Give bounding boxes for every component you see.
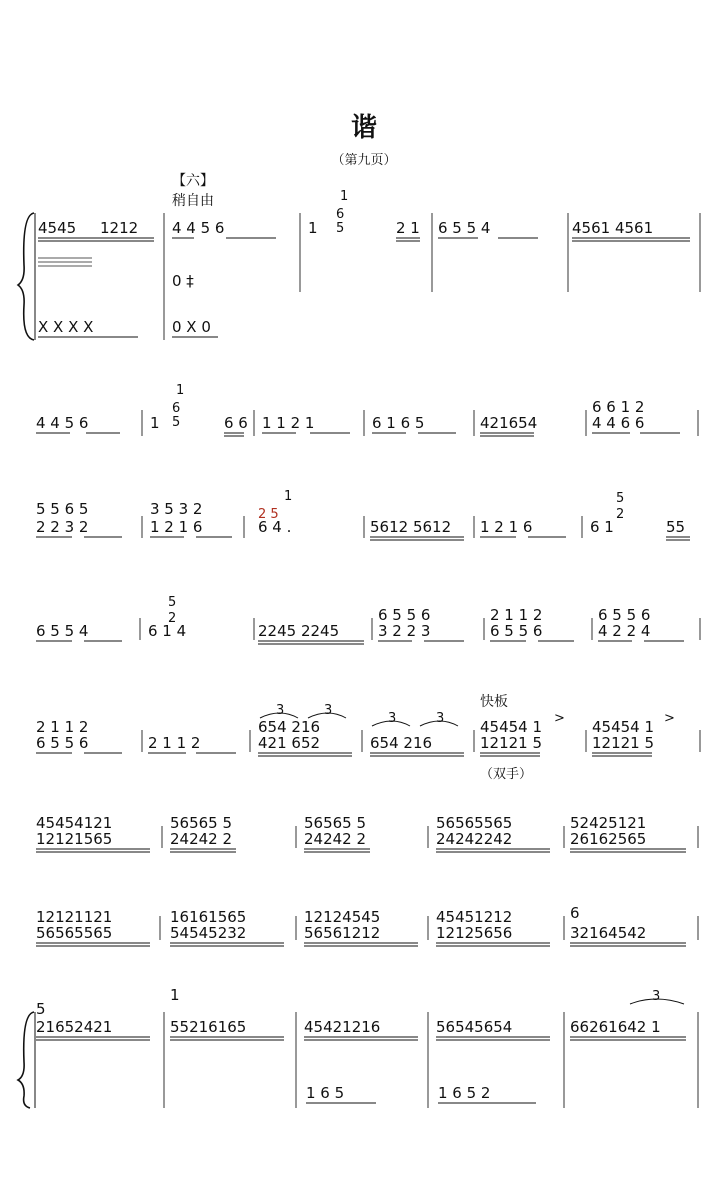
measure-notes: 12125656: [436, 924, 513, 942]
measure-notes: 1 2 1 6: [480, 518, 533, 536]
triplet-mark: 3: [388, 711, 397, 726]
chord-note: 1: [284, 489, 293, 504]
measure-notes: 52425121: [570, 814, 647, 832]
triplet-mark: 3: [652, 989, 661, 1004]
chord-note: 2: [168, 611, 177, 626]
measure-notes: 6 5 5 4: [36, 622, 89, 640]
measure-notes: 1212: [100, 219, 139, 237]
accent-mark: >: [554, 711, 565, 726]
tempo-fast-label: 快板: [480, 694, 508, 710]
measure-notes: 1: [150, 414, 160, 432]
measure-notes: 24242 2: [170, 830, 233, 848]
measure-notes: 5 5 6 5: [36, 500, 89, 518]
chord-note: 5: [172, 415, 181, 430]
measure-notes: 3 5 3 2: [150, 500, 203, 518]
measure-notes: 4 4 6 6: [592, 414, 645, 432]
measure-notes: 16161565: [170, 908, 247, 926]
measure-notes: 654 216: [370, 734, 433, 752]
measure-notes: 56561212: [304, 924, 381, 942]
system-2: [36, 383, 698, 436]
measure-notes: 56565 5: [304, 814, 367, 832]
measure-notes: 1 2 1 6: [150, 518, 203, 536]
measure-notes: 66261642 1: [570, 1018, 661, 1036]
system-7: [36, 904, 698, 946]
measure-notes: 21652421: [36, 1018, 113, 1036]
measure-notes: 3 2 2 3: [378, 622, 431, 640]
measure-notes: 6: [570, 904, 580, 922]
measure-notes: 45421216: [304, 1018, 381, 1036]
measure-notes: 56545654: [436, 1018, 513, 1036]
measure-notes: 4561 4561: [572, 219, 654, 237]
measure-notes: 56565 5: [170, 814, 233, 832]
measure-notes: 24242 2: [304, 830, 367, 848]
measure-notes: 6 5 5 6: [378, 606, 431, 624]
accent-mark: >: [664, 711, 675, 726]
chord-note: 5: [616, 491, 625, 506]
measure-notes: 4 4 5 6: [36, 414, 89, 432]
measure-notes: 6 6 1 2: [592, 398, 645, 416]
system-6: [36, 814, 698, 852]
page-subtitle: （第九页）: [331, 153, 397, 168]
measure-notes: 654 216: [258, 718, 321, 736]
measure-notes: 1 1 2 1: [262, 414, 315, 432]
system-5: [36, 693, 700, 782]
system-8: [18, 986, 698, 1108]
measure-notes: 2 2 3 2: [36, 518, 89, 536]
measure-notes: 2 1 1 2: [148, 734, 201, 752]
measure-notes: 24242242: [436, 830, 513, 848]
measure-notes: 6 1 4: [148, 622, 187, 640]
measure-notes: 421654: [480, 414, 538, 432]
measure-notes: 4545: [38, 219, 77, 237]
chord-note: 1: [340, 189, 349, 204]
measure-notes: 2 1 1 2: [490, 606, 543, 624]
measure-notes: 421 652: [258, 734, 321, 752]
measure-notes: 12124545: [304, 908, 381, 926]
measure-notes: 2245 2245: [258, 622, 340, 640]
lower-measure: X X X X: [38, 318, 94, 336]
lower-measure: 0 X 0: [172, 318, 211, 336]
measure-notes: 6 5 5 6: [598, 606, 651, 624]
system-3: [36, 489, 690, 540]
measure-notes: 6 6: [224, 414, 248, 432]
measure-notes: 55216165: [170, 1018, 247, 1036]
measure-notes: 6 5 5 4: [438, 219, 491, 237]
measure-notes: 6 5 5 6: [36, 734, 89, 752]
measure-notes: 45454 1: [592, 718, 655, 736]
measure-notes: 5612 5612: [370, 518, 452, 536]
page-title: 谐: [350, 113, 378, 143]
measure-notes: 2 5: [258, 507, 279, 522]
system-4: [36, 595, 700, 644]
section-mark: 【六】: [172, 173, 214, 189]
tempo-free-label: 稍自由: [172, 193, 214, 209]
measure-notes: 5: [36, 1000, 46, 1018]
system-1: [18, 189, 700, 340]
chord-note: 1: [176, 383, 185, 398]
measure-notes: 56565565: [36, 924, 113, 942]
measure-notes: 2 1: [396, 219, 420, 237]
triplet-mark: 3: [276, 703, 285, 718]
measure-notes: 12121 5: [592, 734, 655, 752]
measure-notes: 55: [666, 518, 686, 536]
measure-notes: 45454 1: [480, 718, 543, 736]
chord-note: 5: [168, 595, 177, 610]
measure-notes: 2 1 1 2: [36, 718, 89, 736]
measure-notes: 26162565: [570, 830, 647, 848]
lower-measure: 1 6 5 2: [438, 1084, 491, 1102]
system-brace: [18, 213, 34, 340]
measure-notes: 4 2 2 4: [598, 622, 651, 640]
measure-notes: 32164542: [570, 924, 647, 942]
chord-note: 2: [616, 507, 625, 522]
measure-notes: 45451212: [436, 908, 513, 926]
chord-note: 6: [336, 207, 345, 222]
measure-notes: 6 4 .: [258, 518, 292, 536]
system-brace: [18, 1012, 34, 1108]
chord-note: 6: [172, 401, 181, 416]
measure-notes: 6 1: [590, 518, 614, 536]
measure-notes: 56565565: [436, 814, 513, 832]
triplet-mark: 3: [324, 703, 333, 718]
double-hand-label: （双手）: [480, 767, 533, 782]
measure-notes: 12121565: [36, 830, 113, 848]
triplet-mark: 3: [436, 711, 445, 726]
measure-notes: 6 5 5 6: [490, 622, 543, 640]
measure-notes: 6 1 6 5: [372, 414, 425, 432]
measure-notes: 4 4 5 6: [172, 219, 225, 237]
measure-extra: 0 ‡: [172, 272, 194, 290]
measure-notes: 45454121: [36, 814, 113, 832]
lower-measure: 1 6 5: [306, 1084, 345, 1102]
measure-notes: 1: [170, 986, 180, 1004]
measure-notes: 54545232: [170, 924, 247, 942]
measure-notes: 1: [308, 219, 318, 237]
measure-notes: 12121 5: [480, 734, 543, 752]
measure-notes: 12121121: [36, 908, 113, 926]
chord-note: 5: [336, 221, 345, 236]
